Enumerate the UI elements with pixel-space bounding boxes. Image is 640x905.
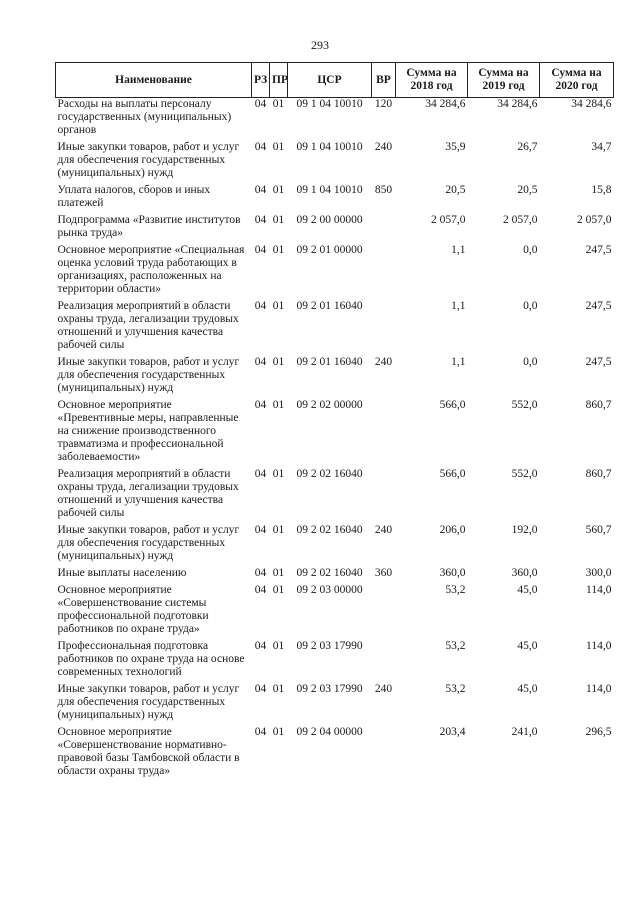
row-vr	[372, 640, 396, 679]
table-row	[56, 524, 614, 563]
table-row	[56, 244, 614, 296]
row-pr: 01	[272, 683, 285, 695]
row-csr: 09 2 03 17990	[296, 683, 363, 695]
row-vr	[372, 244, 396, 296]
row-sum-2019: 45,0	[517, 640, 538, 652]
table-row	[56, 567, 614, 580]
row-vr: 120	[374, 98, 393, 110]
row-vr	[372, 300, 396, 352]
row-sum-2019: 192,0	[511, 524, 538, 536]
row-rz: 04	[254, 98, 267, 110]
row-rz: 04	[254, 524, 267, 536]
header-pr: ПР	[270, 63, 288, 98]
row-name: Основное мероприятие «Совершенствование системы профессиональной подготовки работников по охране труда»	[57, 584, 209, 635]
table-body	[56, 98, 614, 783]
row-name: Реализация мероприятий в области охраны труда, легализации трудовых отношений и улучшения качества рабочей силы	[57, 468, 239, 519]
row-name: Подпрограмма «Развитие институтов рынка труда»	[57, 214, 241, 239]
row-name: Иные закупки товаров, работ и услуг для обеспечения государственных (муниципальных) нужд	[57, 524, 240, 562]
row-sum-2020: 34,7	[591, 141, 612, 153]
row-rz: 04	[254, 300, 267, 312]
budget-table	[55, 62, 614, 782]
row-sum-2018: 20,5	[445, 184, 466, 196]
table-row	[56, 584, 614, 636]
row-pr: 01	[272, 184, 285, 196]
row-name: Основное мероприятие «Специальная оценка условий труда работающих в организациях, расположенных на территории области»	[57, 244, 245, 295]
row-pr: 01	[272, 214, 285, 226]
row-vr: 240	[374, 524, 393, 536]
row-pr: 01	[272, 356, 285, 368]
row-sum-2018: 203,4	[439, 726, 466, 738]
row-sum-2018: 206,0	[439, 524, 466, 536]
row-csr: 09 2 03 00000	[296, 584, 363, 596]
row-sum-2020: 114,0	[586, 683, 612, 695]
row-sum-2019: 0,0	[523, 356, 538, 368]
row-pr: 01	[272, 468, 285, 480]
row-name: Иные закупки товаров, работ и услуг для обеспечения государственных (муниципальных) нужд	[57, 683, 240, 721]
row-csr: 09 2 04 00000	[296, 726, 363, 738]
row-name: Расходы на выплаты персоналу государственных (муниципальных) органов	[57, 98, 232, 136]
header-sum-2018: Сумма на 2018 год	[396, 63, 468, 98]
table-row	[56, 399, 614, 464]
row-rz: 04	[254, 584, 267, 596]
row-spacer-cell	[56, 778, 614, 782]
row-csr: 09 2 03 17990	[296, 640, 363, 652]
row-pr: 01	[272, 640, 285, 652]
row-pr: 01	[272, 584, 285, 596]
row-sum-2019: 45,0	[517, 584, 538, 596]
row-sum-2019: 0,0	[523, 300, 538, 312]
row-sum-2019: 2 057,0	[503, 214, 538, 226]
row-csr: 09 2 02 16040	[296, 524, 363, 536]
row-vr	[372, 214, 396, 240]
row-spacer	[56, 778, 614, 782]
row-rz: 04	[254, 141, 267, 153]
row-name: Реализация мероприятий в области охраны труда, легализации трудовых отношений и улучшения качества рабочей силы	[57, 300, 239, 351]
row-sum-2019: 552,0	[511, 399, 538, 411]
row-name: Иные закупки товаров, работ и услуг для обеспечения государственных (муниципальных) нужд	[57, 141, 240, 179]
row-name: Основное мероприятие «Совершенствование нормативно-правовой базы Тамбовской области в области охраны труда»	[57, 726, 240, 777]
row-sum-2018: 1,1	[451, 300, 466, 312]
table-header-row	[56, 63, 614, 98]
row-csr: 09 2 01 16040	[296, 300, 363, 312]
row-rz: 04	[254, 399, 267, 411]
row-sum-2018: 1,1	[451, 244, 466, 256]
row-rz: 04	[254, 640, 267, 652]
row-sum-2020: 300,0	[585, 567, 612, 579]
table-row	[56, 98, 614, 138]
header-sum-2020: Сумма на 2020 год	[540, 63, 614, 98]
row-pr: 01	[272, 726, 285, 738]
row-sum-2018: 1,1	[451, 356, 466, 368]
row-sum-2020: 860,7	[585, 399, 612, 411]
row-sum-2018: 566,0	[439, 399, 466, 411]
row-vr	[372, 399, 396, 464]
row-sum-2019: 360,0	[511, 567, 538, 579]
row-sum-2018: 360,0	[439, 567, 466, 579]
row-rz: 04	[254, 184, 267, 196]
table-row	[56, 726, 614, 778]
row-csr: 09 2 01 00000	[296, 244, 363, 256]
row-sum-2019: 20,5	[517, 184, 538, 196]
row-sum-2018: 35,9	[445, 141, 466, 153]
row-sum-2020: 247,5	[585, 356, 612, 368]
header-name: Наименование	[56, 63, 252, 98]
row-sum-2020: 860,7	[585, 468, 612, 480]
row-sum-2020: 247,5	[585, 244, 612, 256]
row-sum-2020: 296,5	[585, 726, 612, 738]
row-pr: 01	[272, 524, 285, 536]
row-sum-2018: 53,2	[445, 584, 466, 596]
row-sum-2019: 26,7	[517, 141, 538, 153]
row-sum-2018: 53,2	[445, 640, 466, 652]
row-vr: 240	[374, 683, 393, 695]
row-sum-2020: 560,7	[585, 524, 612, 536]
row-name: Основное мероприятие «Превентивные меры, направленные на снижение производственного травматизма и профессиональной заболеваемости»	[57, 399, 239, 463]
row-pr: 01	[272, 567, 285, 579]
table-row	[56, 356, 614, 395]
row-sum-2020: 34 284,6	[571, 98, 612, 110]
row-rz: 04	[254, 726, 267, 738]
row-vr: 240	[374, 356, 393, 368]
page-number: 293	[311, 38, 329, 52]
row-sum-2019: 45,0	[517, 683, 538, 695]
row-csr: 09 2 02 00000	[296, 399, 363, 411]
row-sum-2019: 34 284,6	[497, 98, 538, 110]
row-rz: 04	[254, 468, 267, 480]
row-sum-2019: 552,0	[511, 468, 538, 480]
row-sum-2018: 566,0	[439, 468, 466, 480]
row-vr	[372, 726, 396, 778]
row-sum-2019: 241,0	[511, 726, 538, 738]
row-csr: 09 2 02 16040	[296, 468, 363, 480]
row-rz: 04	[254, 214, 267, 226]
row-pr: 01	[272, 98, 285, 110]
row-sum-2018: 34 284,6	[425, 98, 466, 110]
row-sum-2019: 0,0	[523, 244, 538, 256]
row-name: Иные закупки товаров, работ и услуг для обеспечения государственных (муниципальных) нужд	[57, 356, 240, 394]
header-vr: ВР	[372, 63, 396, 98]
row-csr: 09 1 04 10010	[296, 141, 363, 153]
header-csr: ЦСР	[288, 63, 372, 98]
table-row	[56, 640, 614, 679]
row-vr	[372, 584, 396, 636]
table-row	[56, 300, 614, 352]
row-sum-2020: 2 057,0	[577, 214, 612, 226]
row-sum-2020: 15,8	[591, 184, 612, 196]
header-rz: РЗ	[252, 63, 270, 98]
row-pr: 01	[272, 141, 285, 153]
row-csr: 09 1 04 10010	[296, 98, 363, 110]
row-csr: 09 2 00 00000	[296, 214, 363, 226]
row-rz: 04	[254, 567, 267, 579]
table-row	[56, 468, 614, 520]
row-sum-2018: 2 057,0	[431, 214, 466, 226]
table-row	[56, 184, 614, 210]
row-csr: 09 1 04 10010	[296, 184, 363, 196]
row-rz: 04	[254, 356, 267, 368]
row-vr: 360	[374, 567, 393, 579]
table-row	[56, 141, 614, 180]
row-vr: 240	[374, 141, 393, 153]
row-csr: 09 2 01 16040	[296, 356, 363, 368]
row-csr: 09 2 02 16040	[296, 567, 363, 579]
row-rz: 04	[254, 683, 267, 695]
row-pr: 01	[272, 244, 285, 256]
row-pr: 01	[272, 399, 285, 411]
row-name: Уплата налогов, сборов и иных платежей	[57, 184, 211, 209]
row-sum-2018: 53,2	[445, 683, 466, 695]
row-vr: 850	[374, 184, 393, 196]
row-sum-2020: 247,5	[585, 300, 612, 312]
row-sum-2020: 114,0	[586, 584, 612, 596]
table-row	[56, 214, 614, 240]
row-rz: 04	[254, 244, 267, 256]
row-name: Профессиональная подготовка работников по охране труда на основе современных технологий	[57, 640, 245, 678]
row-pr: 01	[272, 300, 285, 312]
table-row	[56, 683, 614, 722]
row-sum-2020: 114,0	[586, 640, 612, 652]
row-vr	[372, 468, 396, 520]
row-name: Иные выплаты населению	[57, 567, 187, 579]
header-sum-2019: Сумма на 2019 год	[468, 63, 540, 98]
